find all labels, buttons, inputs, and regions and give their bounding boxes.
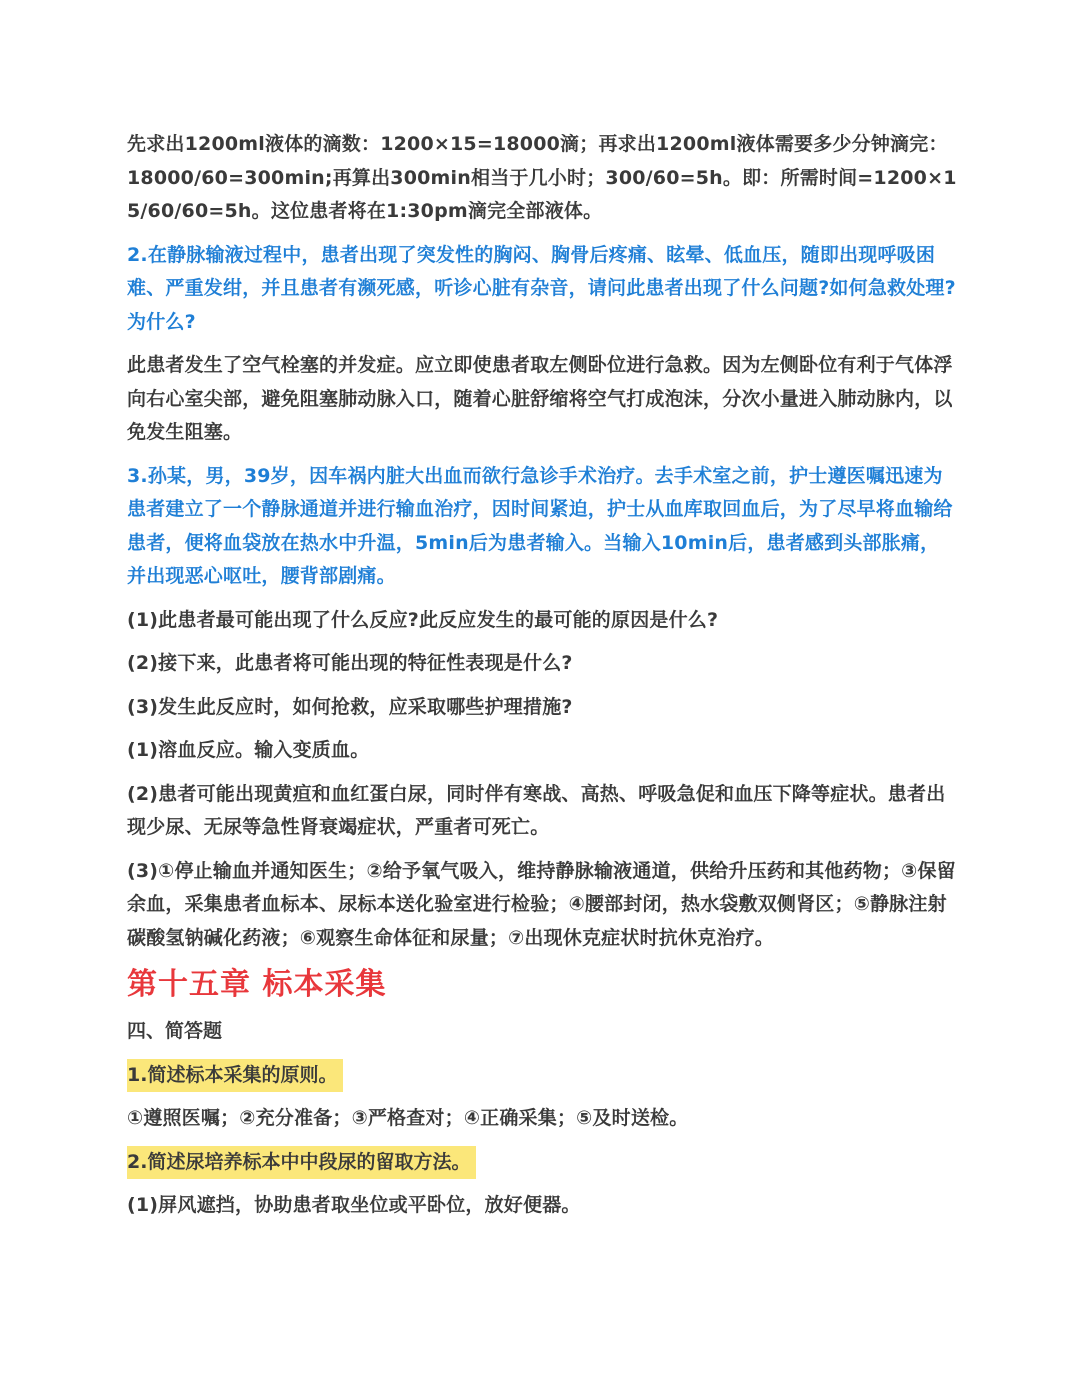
question-paragraph: 3.孙某，男，39岁，因车祸内脏大出血而欲行急诊手术治疗。去手术室之前，护士遵医嘱迅速为患者建立了一个静脉通道并进行输血治疗，因时间紧迫，护士从血库取回血后，为了尽早将血输给患者，便将血袋放在热水中升温，5min后为患者输入。当输入10min后，患者感到头部胀痛，并出现恶心呕吐，腰背部剧痛。 [127,464,953,587]
section-title: 四、简答题 [127,1020,223,1042]
answer-section [127,128,957,955]
answer-paragraph: (1)此患者最可能出现了什么反应?此反应发生的最可能的原因是什么? [127,608,719,631]
question-2-row [127,1146,957,1180]
answer-paragraph: 先求出1200ml液体的滴数：1200×15=18000滴；再求出1200ml液体需要多少分钟滴完：18000/60=300min;再算出300min相当于几小时；300/60=5h。即：所需时间=1200×15/60/60=5h。这位患者将在1:30pm滴完全部液体。 [127,133,957,222]
answer-paragraph: (2)接下来，此患者将可能出现的特征性表现是什么? [127,652,573,674]
chapter-title: 第十五章 标本采集 [127,967,387,1002]
question-paragraph: 2.在静脉输液过程中，患者出现了突发性的胸闷、胸骨后疼痛、眩晕、低血压，随即出现呼吸困难、严重发绀，并且患者有濒死感，听诊心脏有杂音，请问此患者出现了什么问题?如何急救处理?为什么? [127,243,956,333]
answer-paragraph: (3)①停止输血并通知医生；②给予氧气吸入，维持静脉输液通道，供给升压药和其他药物；③保留余血，采集患者血标本、尿标本送化验室进行检验；④腰部封闭，热水袋敷双侧肾区；⑤静脉注射碳酸氢钠碱化药液；⑥观察生命体征和尿量；⑦出现休克症状时抗休克治疗。 [127,859,956,949]
question-1-row [127,1059,957,1093]
document-page [127,128,957,1233]
answer-2: (1)屏风遮挡，协助患者取坐位或平卧位，放好便器。 [127,1194,581,1216]
answer-1: ①遵照医嘱；②充分准备；③严格查对；④正确采集；⑤及时送检。 [127,1107,689,1129]
answer-paragraph: (3)发生此反应时，如何抢救，应采取哪些护理措施? [127,695,573,718]
answer-paragraph: (1)溶血反应。输入变质血。 [127,739,370,761]
question-2-highlight: 2.简述尿培养标本中中段尿的留取方法。 [127,1146,476,1180]
question-1-highlight: 1.简述标本采集的原则。 [127,1059,343,1093]
answer-paragraph: 此患者发生了空气栓塞的并发症。应立即使患者取左侧卧位进行急救。因为左侧卧位有利于气体浮向右心室尖部，避免阻塞肺动脉入口，随着心脏舒缩将空气打成泡沫，分次小量进入肺动脉内，以免发生阻塞。 [127,354,953,443]
answer-paragraph: (2)患者可能出现黄疸和血红蛋白尿，同时伴有寒战、高热、呼吸急促和血压下降等症状。患者出现少尿、无尿等急性肾衰竭症状，严重者可死亡。 [127,782,946,838]
